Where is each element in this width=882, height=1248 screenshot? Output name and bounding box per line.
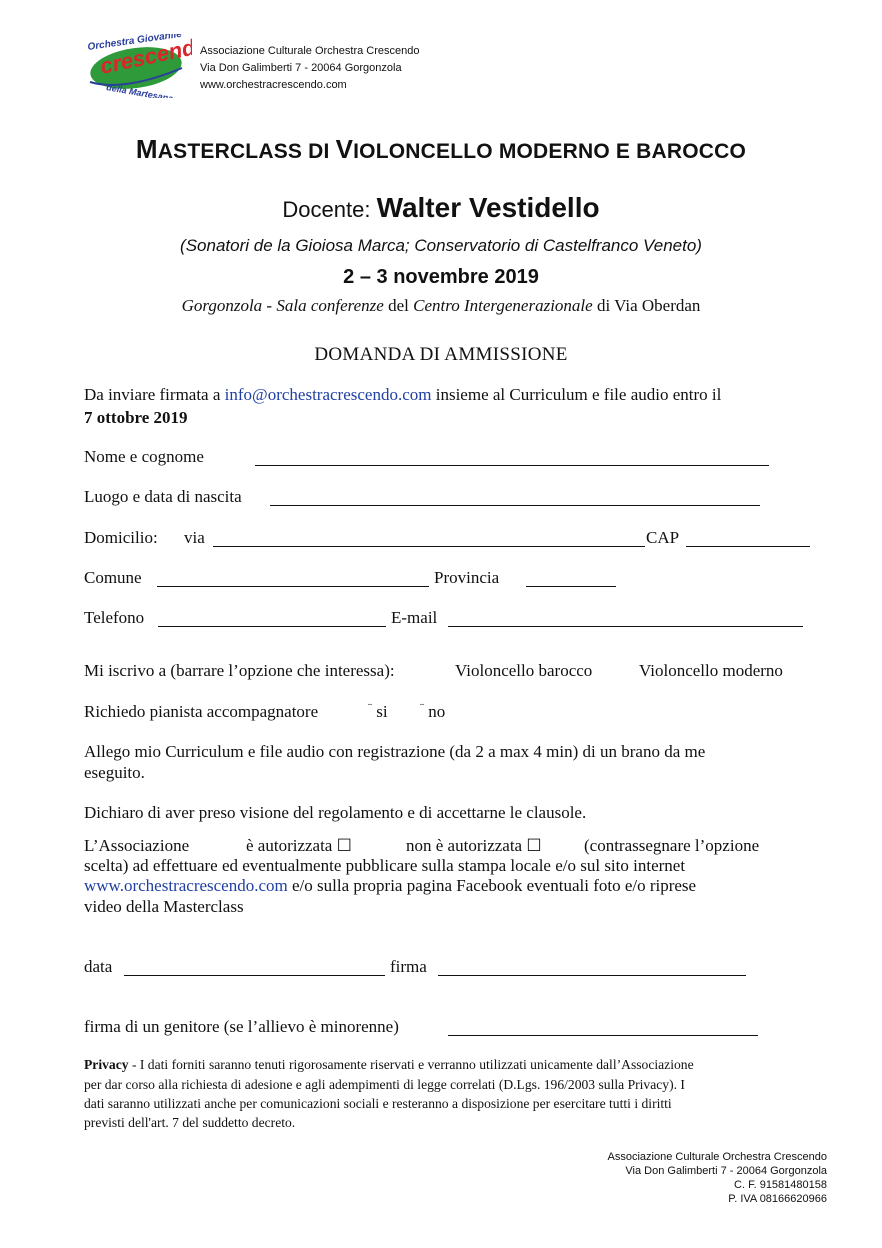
form-title: DOMANDA DI AMMISSIONE <box>314 344 568 365</box>
field-provincia-input[interactable] <box>526 570 616 587</box>
footer-cf: C. F. 91581480158 <box>734 1179 827 1191</box>
intro-deadline: 7 ottobre 2019 <box>84 408 188 427</box>
venue-del: del <box>383 296 414 315</box>
signature-parent-label: firma di un genitore (se l’allievo è minorenne) <box>84 1017 399 1036</box>
venue-center: Centro Intergenerazionale <box>413 296 593 315</box>
field-name-input[interactable] <box>255 449 769 466</box>
header-website: www.orchestracrescendo.com <box>200 79 347 91</box>
enroll-option-baroque[interactable]: Violoncello barocco <box>455 661 593 680</box>
privacy-line2: per dar corso alla richiesta di adesione e agli adempimenti di legge correlati (D.Lgs. 196/2003 sulla Privacy). I <box>84 1077 685 1092</box>
enroll-label: Mi iscrivo a (barrare l’opzione che interessa): <box>84 661 395 680</box>
field-name-row <box>84 447 204 467</box>
intro-line <box>84 385 721 405</box>
header-address: Via Don Galimberti 7 - 20064 Gorgonzola <box>200 62 402 74</box>
signature-sign-label: firma <box>390 957 427 976</box>
title-cap-v: V <box>335 134 354 164</box>
page-title <box>0 134 882 165</box>
field-telefono-label: Telefono <box>84 608 145 627</box>
orchestra-logo <box>84 34 192 98</box>
privacy-line4: previsti dell'art. 7 del suddetto decreto. <box>84 1115 296 1130</box>
consent-line2: scelta) ad effettuare ed eventualmente pubblicare sulla stampa locale e/o sul sito internet <box>84 856 686 875</box>
field-comune-input[interactable] <box>157 570 429 587</box>
field-telefono-input[interactable] <box>158 610 386 627</box>
field-cap-label: CAP <box>646 528 680 547</box>
venue-city: Gorgonzola - Sala conferenze <box>181 296 384 315</box>
pianist-label: Richiedo pianista accompagnatore <box>84 702 319 721</box>
event-dates: 2 – 3 novembre 2019 <box>343 266 539 288</box>
consent-line3-rest: e/o sulla propria pagina Facebook eventuali foto e/o riprese <box>287 876 697 895</box>
logo-line3: della Martesana <box>105 82 174 98</box>
field-birth-input[interactable] <box>270 489 760 506</box>
field-birth-label: Luogo e data di nascita <box>84 487 242 506</box>
header-org-name: Associazione Culturale Orchestra Crescendo <box>200 45 420 57</box>
pianist-yes[interactable] <box>368 702 388 722</box>
pianist-no-checkbox[interactable]: ¨ <box>420 700 424 714</box>
logo-line1: Orchestra Giovanile <box>86 34 183 53</box>
privacy-text1: - I dati forniti saranno tenuti rigorosamente riservati e verranno utilizzati unicamente dall’Associazione <box>128 1057 694 1072</box>
pianist-yes-label: si <box>376 702 388 721</box>
privacy-line1 <box>84 1057 694 1073</box>
privacy-label: Privacy <box>84 1057 129 1072</box>
field-via-label: via <box>184 528 205 547</box>
attachment-line2: eseguito. <box>84 763 145 782</box>
venue-rest: di Via Oberdan <box>592 296 701 315</box>
attachment-line1: Allego mio Curriculum e file audio con registrazione (da 2 a max 4 min) di un brano da me <box>84 742 706 761</box>
field-provincia-label: Provincia <box>434 568 500 587</box>
consent-line3 <box>84 876 696 896</box>
title-small-1: ASTERCLASS DI <box>157 140 336 163</box>
consent-not-authorized[interactable]: non è autorizzata ☐ <box>406 836 542 855</box>
signature-sign-input[interactable] <box>438 959 746 976</box>
signature-date-input[interactable] <box>124 959 385 976</box>
field-cap-input[interactable] <box>686 530 810 547</box>
consent-line4: video della Masterclass <box>84 897 244 916</box>
signature-date-label: data <box>84 957 113 976</box>
field-comune-label: Comune <box>84 568 142 587</box>
intro-email-link[interactable]: info@orchestracrescendo.com <box>224 385 432 404</box>
pianist-yes-checkbox[interactable]: ¨ <box>368 700 372 714</box>
pianist-no[interactable] <box>420 702 445 722</box>
consent-note: (contrassegnare l’opzione <box>584 836 760 855</box>
teacher-prefix: Docente: <box>282 197 377 222</box>
intro-after: insieme al Curriculum e file audio entro il <box>431 385 722 404</box>
footer-piva: P. IVA 08166620966 <box>728 1193 827 1205</box>
teacher-line <box>0 192 882 224</box>
consent-website-link[interactable]: www.orchestracrescendo.com <box>84 876 288 895</box>
footer-org-name: Associazione Culturale Orchestra Crescendo <box>607 1151 827 1163</box>
privacy-line3: dati saranno utilizzati anche per comunicazioni sociali e resteranno a disposizione per esercitare tutti i diritti <box>84 1096 672 1111</box>
teacher-affiliation: (Sonatori de la Gioiosa Marca; Conservatorio di Castelfranco Veneto) <box>180 236 702 255</box>
logo-line2: crescendo <box>97 34 192 79</box>
footer-address: Via Don Galimberti 7 - 20064 Gorgonzola <box>625 1165 827 1177</box>
field-via-input[interactable] <box>213 530 645 547</box>
title-small-2: IOLONCELLO MODERNO E BAROCCO <box>353 140 747 163</box>
enroll-option-modern[interactable]: Violoncello moderno <box>639 661 783 680</box>
venue-line <box>0 296 882 316</box>
field-email-input[interactable] <box>448 610 803 627</box>
title-cap-m: M <box>135 134 158 164</box>
declaration: Dichiaro di aver preso visione del regolamento e di accettarne le clausole. <box>84 803 587 822</box>
consent-authorized[interactable]: è autorizzata ☐ <box>246 836 352 855</box>
field-email-label: E-mail <box>391 608 438 627</box>
field-domicile-label: Domicilio: <box>84 528 158 547</box>
teacher-name: Walter Vestidello <box>376 192 600 223</box>
logo-graphic <box>84 34 192 98</box>
intro-before: Da inviare firmata a <box>84 385 225 404</box>
signature-parent-input[interactable] <box>448 1019 758 1036</box>
consent-assoc: L’Associazione <box>84 836 190 855</box>
pianist-no-label: no <box>428 702 446 721</box>
field-name-label: Nome e cognome <box>84 447 204 466</box>
